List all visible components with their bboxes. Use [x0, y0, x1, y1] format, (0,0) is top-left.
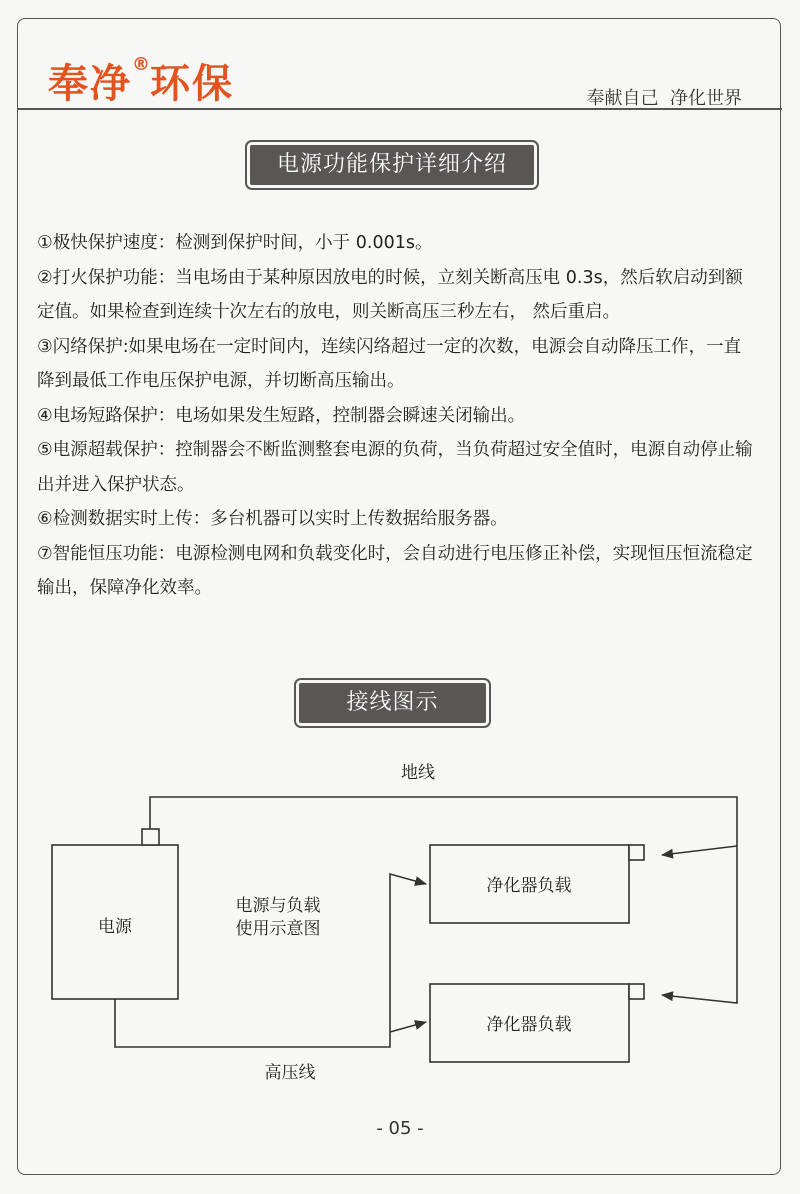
logo-text: 奉净 [48, 61, 132, 107]
paragraph-7: ⑦智能恒压功能：电源检测电网和负载变化时，会自动进行电压修正补偿，实现恒压恒流稳定输出，保障净化效率。 [37, 543, 753, 598]
paragraph-3: ③闪络保护:如果电场在一定时间内，连续闪络超过一定的次数，电源会自动降压工作，一直降到最低工作电压保护电源，并切断高压输出。 [37, 336, 742, 391]
paragraph-5: ⑤电源超载保护：控制器会不断监测整套电源的负荷，当负荷超过安全值时，电源自动停止输出并进入保护状态。 [37, 440, 753, 495]
section-title-wiring: 接线图示 [299, 683, 486, 723]
hv-wire-label: 高压线 [264, 1063, 316, 1083]
load-2-terminal [629, 984, 644, 999]
paragraph-6: ⑥检测数据实时上传：多台机器可以实时上传数据给服务器。 [37, 509, 508, 529]
power-terminal [142, 829, 159, 845]
load-1-label: 净化器负载 [486, 876, 572, 896]
power-supply-label: 电源 [98, 917, 132, 937]
ground-wire-label: 地线 [401, 763, 435, 783]
page-number: - 05 - [376, 1118, 424, 1139]
diagram-caption-line2: 使用示意图 [235, 919, 321, 939]
paragraph-1: ①极快保护速度：检测到保护时间，小于 0.001s。 [37, 233, 433, 253]
slogan: 奉献自己 净化世界 [586, 88, 742, 109]
ground-branch-1 [662, 846, 737, 855]
logo-text-2: 环保 [150, 61, 234, 107]
hv-branch-2 [390, 1022, 426, 1032]
paragraph-2: ②打火保护功能：当电场由于某种原因放电的时候，立刻关断高压电 0.3s，然后软启动到额定值。如果检查到连续十次左右的放电，则关断高压三秒左右， 然后重启。 [37, 267, 743, 322]
paragraph-4: ④电场短路保护：电场如果发生短路，控制器会瞬速关闭输出。 [37, 405, 526, 426]
section-title-protection: 电源功能保护详细介绍 [250, 145, 534, 185]
diagram-caption-line1: 电源与负载 [235, 896, 321, 916]
load-2-label: 净化器负载 [486, 1015, 572, 1035]
registered-mark: ® [132, 54, 150, 75]
load-1-terminal [629, 845, 644, 860]
